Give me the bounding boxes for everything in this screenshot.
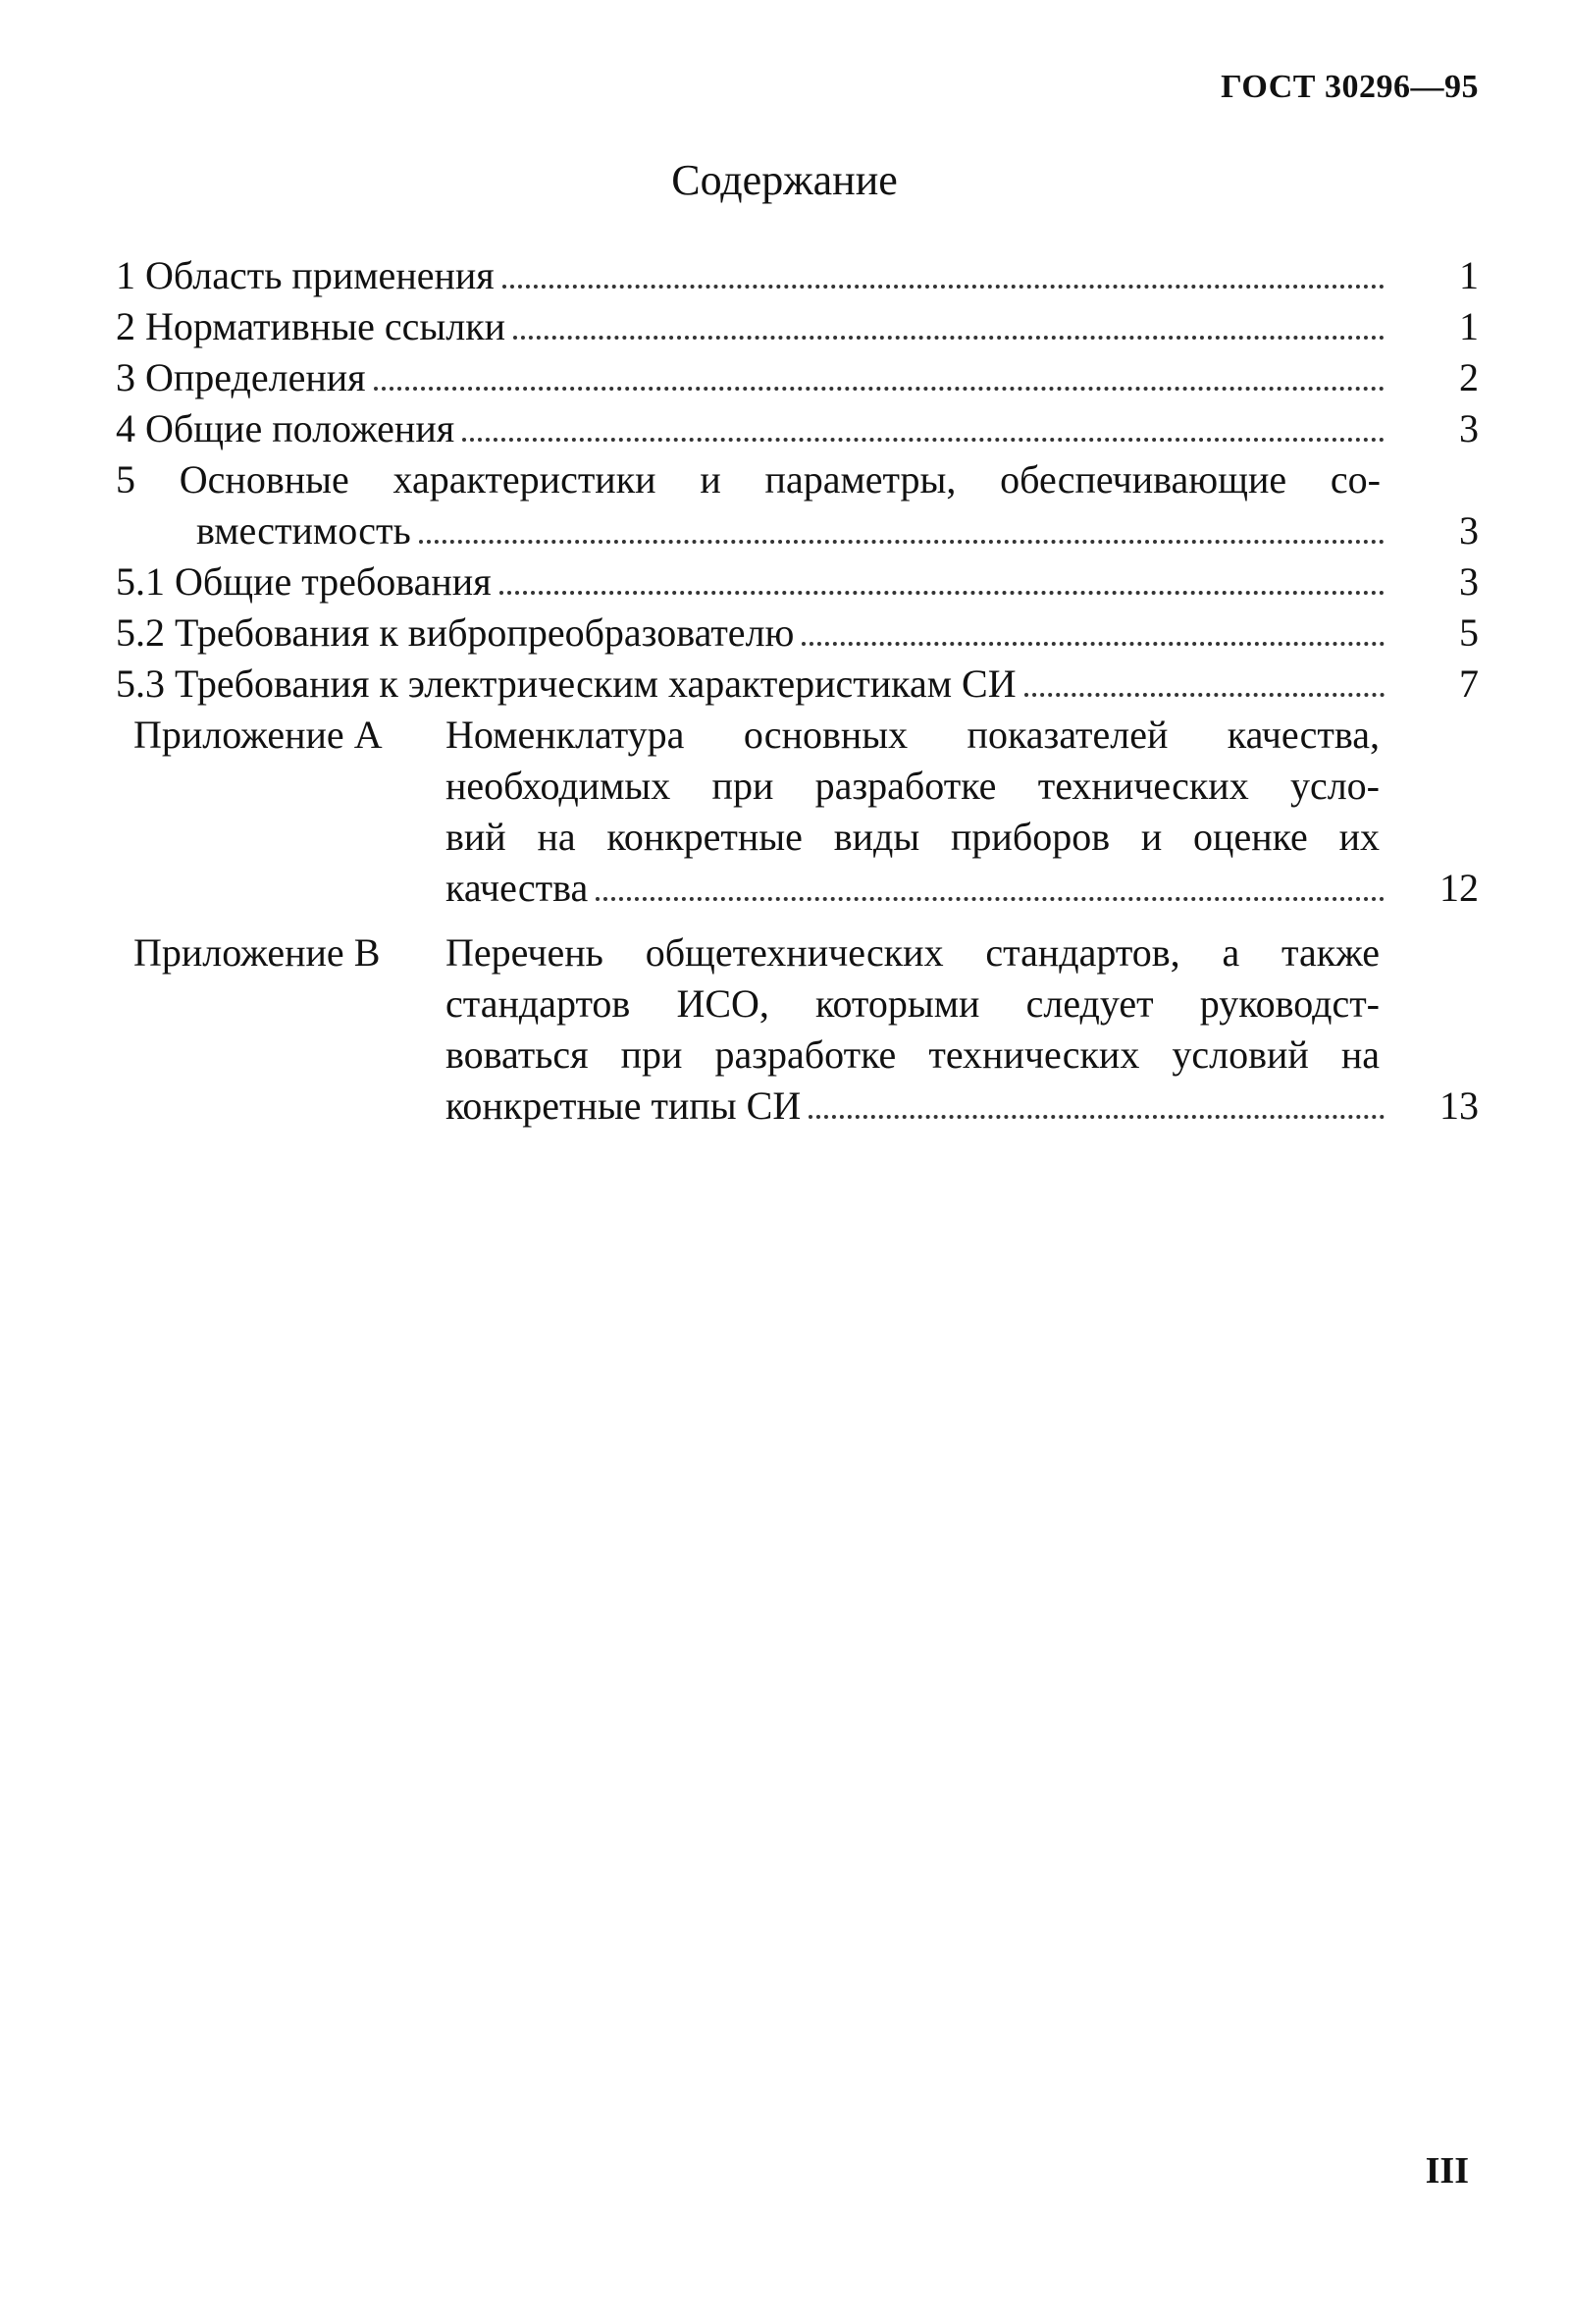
toc-entry-2[interactable] [116, 301, 1479, 352]
toc-entry-5[interactable] [116, 454, 1479, 556]
toc-entry-page: 1 [1459, 253, 1479, 297]
leader-dots [802, 642, 1385, 646]
toc-entry-page: 3 [1459, 406, 1479, 450]
leader-dots [374, 387, 1385, 391]
toc-entry-line [116, 710, 1479, 761]
toc-entry-page: 3 [1459, 508, 1479, 553]
toc-entry-5-1[interactable] [116, 556, 1479, 607]
appendix-text: воваться при разработке технических условий на [445, 1032, 1380, 1077]
toc-appendix-a[interactable] [116, 710, 1479, 914]
toc-entry-line [116, 863, 1479, 914]
toc-title: Содержание [671, 156, 898, 204]
toc-entry-page: 1 [1459, 304, 1479, 348]
toc-entry-page: 12 [1439, 866, 1479, 910]
toc-entry-line [116, 761, 1479, 812]
toc-entry-4[interactable] [116, 403, 1479, 454]
appendix-label: Приложение А [133, 713, 383, 757]
appendix-text: стандартов ИСО, которыми следует руководст- [445, 981, 1380, 1026]
toc-entry-text: 3 Определения [116, 355, 366, 399]
toc-entry-text: 5.1 Общие требования [116, 559, 492, 604]
toc-entry-page: 2 [1459, 355, 1479, 399]
toc-entry-text-continued: вместимость [196, 508, 411, 553]
toc-entry-1[interactable] [116, 250, 1479, 301]
leader-dots [462, 438, 1385, 442]
toc-entry-page: 7 [1459, 661, 1479, 706]
toc-entry-text: 4 Общие положения [116, 406, 455, 450]
toc-appendix-b[interactable] [116, 927, 1479, 1132]
appendix-text: необходимых при разработке технических усло- [445, 764, 1380, 808]
toc-entry-line [116, 1081, 1479, 1132]
toc-entry-5-2[interactable] [116, 607, 1479, 659]
leader-dots [1024, 693, 1385, 697]
appendix-text: Перечень общетехнических стандартов, а также [445, 930, 1380, 975]
toc-entry-line [116, 454, 1479, 505]
appendix-text: конкретные типы СИ [445, 1083, 802, 1128]
toc-entry-line [116, 978, 1479, 1030]
document-code: ГОСТ 30296—95 [1221, 69, 1479, 105]
toc-entry-text: 2 Нормативные ссылки [116, 304, 506, 348]
leader-dots [513, 336, 1385, 340]
appendix-text: качества [445, 866, 589, 910]
leader-dots [499, 591, 1385, 595]
toc-entry-line [116, 505, 1479, 556]
appendix-label: Приложение В [133, 930, 381, 975]
toc-entry-3[interactable] [116, 352, 1479, 403]
toc-entry-text: 5 Основные характеристики и параметры, обеспечивающие со- [116, 457, 1381, 502]
table-of-contents [116, 250, 1479, 1132]
appendix-text: вий на конкретные виды приборов и оценке их [445, 815, 1380, 859]
toc-entry-page: 5 [1459, 610, 1479, 655]
toc-entry-page: 3 [1459, 559, 1479, 604]
toc-entry-text: 1 Область применения [116, 253, 495, 297]
toc-entry-text: 5.3 Требования к электрическим характеристикам СИ [116, 661, 1017, 706]
leader-dots [596, 897, 1385, 901]
leader-dots [419, 540, 1385, 544]
leader-dots [502, 285, 1385, 289]
toc-entry-line [116, 927, 1479, 978]
appendix-text: Номенклатура основных показателей качества, [445, 713, 1380, 757]
leader-dots [809, 1115, 1385, 1119]
page-number: III [1425, 2150, 1469, 2192]
toc-entry-line [116, 1030, 1479, 1081]
toc-entry-5-3[interactable] [116, 659, 1479, 710]
toc-entry-text: 5.2 Требования к вибропреобразователю [116, 610, 795, 655]
toc-entry-page: 13 [1439, 1083, 1479, 1128]
toc-entry-line [116, 812, 1479, 863]
